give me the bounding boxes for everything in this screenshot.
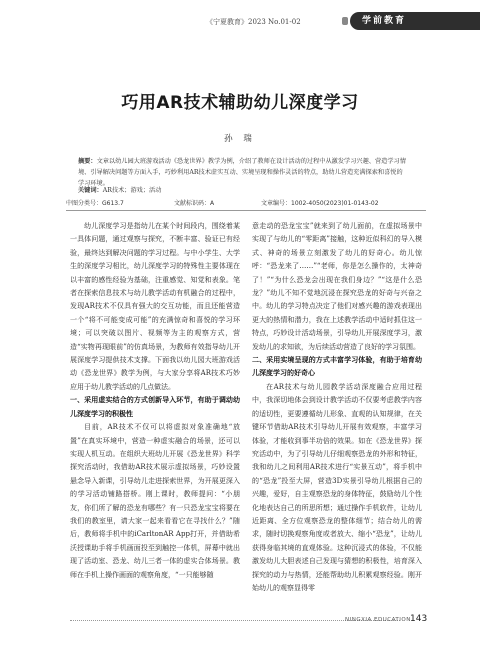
keywords <box>78 185 408 194</box>
left-column <box>70 220 240 582</box>
abstract-text: 文章以幼儿园大班游戏活动《恐龙世界》教学为例，介绍了教师在设计活动的过程中从激发学习兴趣、营造学习情境、引导解决问题等方面入手，巧妙利用AR技术虚实互动、实境呈现和操作灵活的特点，助幼儿营造充满探索和喜悦的学习环境。 <box>78 158 406 187</box>
journal-issue: 《宁夏教育》2023 No.01-02 <box>206 18 301 26</box>
author-name: 孙 瑞 <box>224 134 256 144</box>
abstract-label: 摘要： <box>78 158 97 165</box>
article-title: 巧用AR技术辅助幼儿深度学习 <box>121 93 359 113</box>
document-code: 文献标识码：A <box>174 200 215 207</box>
paragraph: 在AR技术与幼儿园教学活动深度融合应用过程中，我深切地体会到设计教学活动不仅要考虑教学内容的适切性，更要遵循幼儿形象、直观的认知规律，在关键环节借助AR技术引导幼儿开展有效观察，丰富学习体验，才能收到事半功倍的效果。如在《恐龙世界》探究活动中，为了引导幼儿仔细观察恐龙的外形和特征，我和幼儿之间利用AR技术进行“实景互动”，将手机中的“恐龙”投至大屏，营造3D实景引导幼儿根据自己的兴趣，爱好，自主观察恐龙的身体特征，鼓励幼儿个性化地表达自己的所思所想；通过操作手机软件，让幼儿近距离、全方位观察恐龙的整体细节；结合幼儿的需求，随时切换观察角度或者放大、缩小“恐龙”，让幼儿获得身临其境的直观体验。这种沉浸式的体验，不仅能激发幼儿大胆表述自己发现与猜想的积极性，培育深入探究的动力与热情，还能帮助幼儿积累观察经验。刚开始幼儿的观察显得零 <box>252 382 422 592</box>
section-tab: 学前教育 <box>350 12 480 30</box>
article-number: 文章编号：1002-4050(2023)01-0143-02 <box>261 200 379 207</box>
page-header <box>0 12 480 34</box>
paragraph: 幼儿深度学习是指幼儿在某个时间段内，围绕着某一具体问题，通过观察与探究，不断丰富、验证已有经验，最终达到解决问题的学习过程。与中小学生、大学生的深度学习相比，幼儿深度学习的特殊性主要体现在以丰富的感性经验为基础，注重感觉、知觉和表象。笔者在探索信息技术与幼儿教学活动有机融合的过程中，发现AR技术不仅具有强大的交互功能，而且还能营造一个“将不可能变成可能”的充满惊奇和喜悦的学习环境；可以突破以图片、视频等为主的观察方式，营造“实物再现眼前”的仿真场景，为教师有效指导幼儿开展深度学习提供技术支撑。下面我以幼儿园大班游戏活动《恐龙世界》教学为例，与大家分享将AR技术巧妙应用于幼儿教学活动的几点做法。 <box>70 222 240 391</box>
journal-english-name: NINGXIA EDUCATION <box>345 617 411 623</box>
section-heading: 二、采用实境呈现的方式丰富学习体验，有助于培育幼儿深度学习的好奇心 <box>252 356 422 378</box>
section-heading: 一、采用虚实结合的方式创新导入环节，有助于调动幼儿深度学习的积极性 <box>70 396 240 418</box>
keywords-label: 关键词： <box>78 187 103 194</box>
paragraph: 目前，AR技术不仅可以将虚拟对象准确地“放置”在真实环境中，营造一种虚实融合的场景，还可以实现人机互动。在组织大班幼儿开展《恐龙世界》科学探究活动时，我借助AR技术展示虚拟场景，巧妙设置悬念导入新课，引导幼儿走进探索世界，为开展更深入的学习活动铺路搭桥。刚上课时，教师提问：“小朋友，你们所了解的恐龙有哪些？有一只恐龙宝宝将要在我们的教室里，请大家一起来看看它在寻找什么？”随后，教师将手机中的iCarltonAR App打开，并借助希沃授课助手将手机画面投至到触控一体机，屏幕中就出现了活动室、恐龙、幼儿三者一体的虚实合体场景。教师在手机上操作画面的观察角度，“一只能够随 <box>70 423 240 579</box>
right-column <box>252 220 422 595</box>
keywords-text: AR技术；游戏；活动 <box>102 187 162 194</box>
page-number: 143 <box>410 614 428 624</box>
divider <box>66 210 426 211</box>
clc-number: 中图分类号：G613.7 <box>66 200 124 207</box>
paragraph: 意走动的恐龙宝宝”就来到了幼儿面前，在虚拟场景中实现了与幼儿的“零距离”接触，这种近似科幻的导入模式、神奇的场景立刻激发了幼儿的好奇心。幼儿惊呼：“恐龙来了……”“老师，你是怎么操作的，太神奇了！”“为什么恐龙会出现在我们身边？”“这是什么恐龙？”幼儿不知不觉地沉浸在探究恐龙的好奇与兴奋之中。幼儿的学习特点决定了他们对感兴趣的游戏表现出更大的热情和潜力，我在上述教学活动中适时抓住这一特点，巧妙设计活动场景，引导幼儿开展深度学习，激发幼儿的求知欲，为后续活动营造了良好的学习氛围。 <box>252 222 422 351</box>
